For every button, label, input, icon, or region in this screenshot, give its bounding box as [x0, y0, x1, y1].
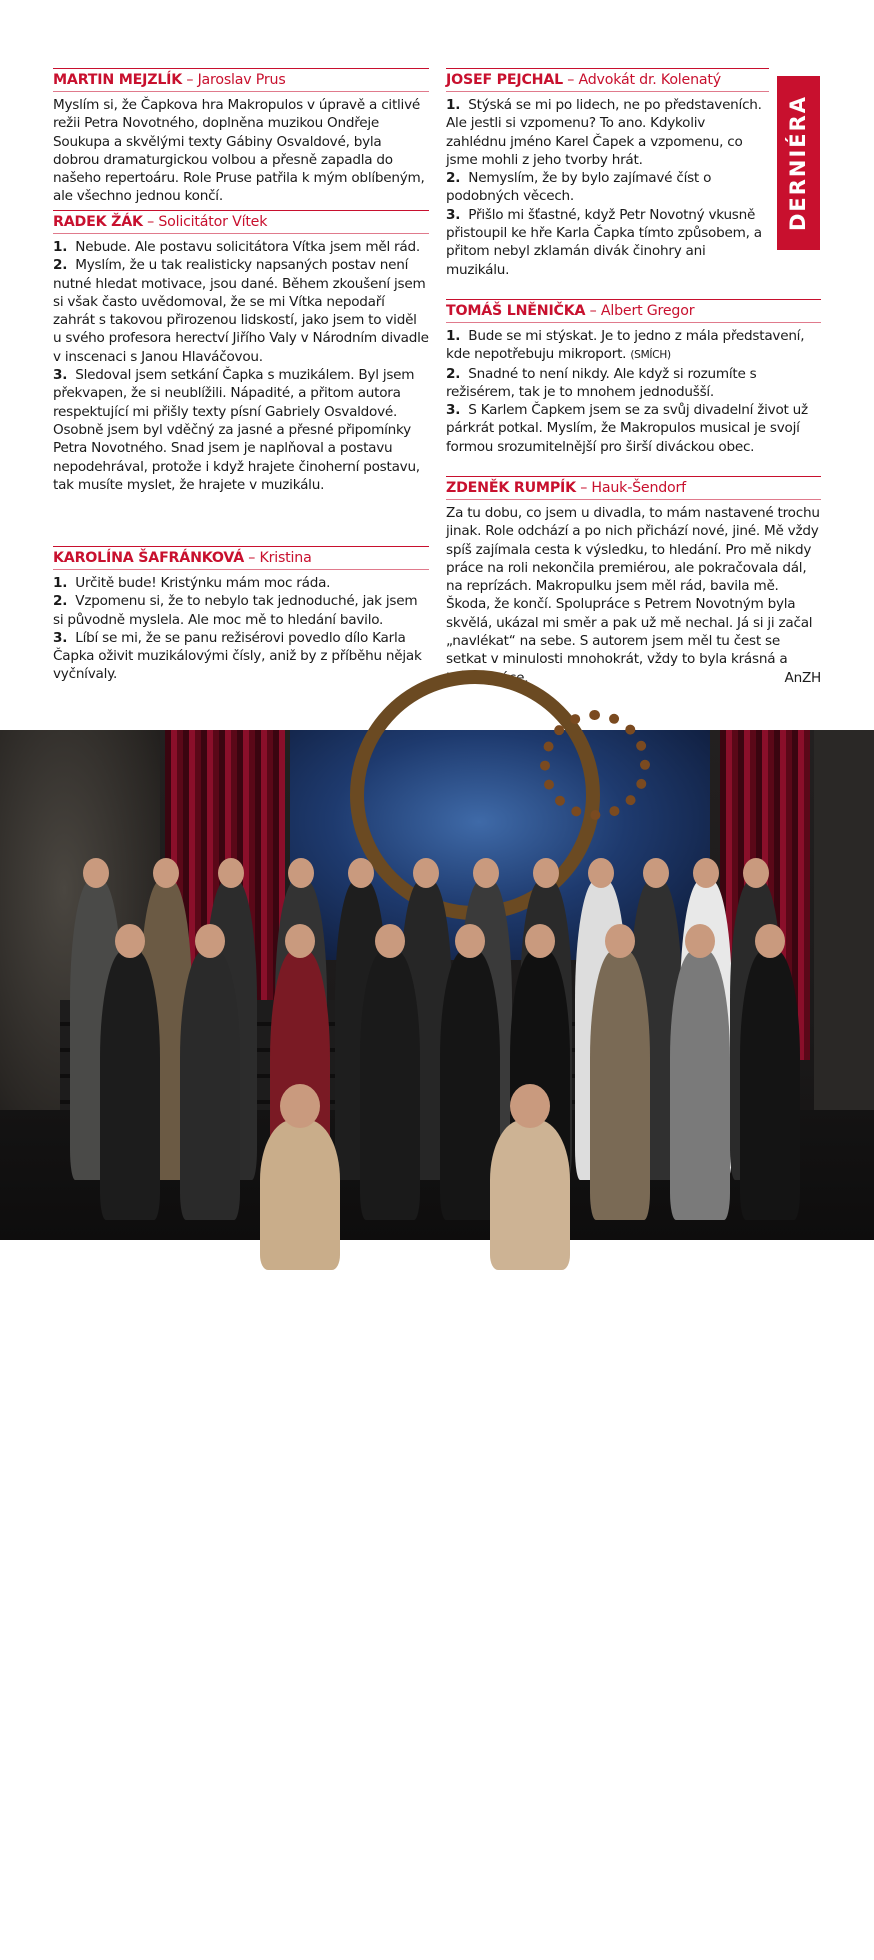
answer-number: 3. [446, 206, 461, 223]
photo-person-head [153, 858, 179, 888]
section-header [446, 476, 821, 500]
answer-text: Sledoval jsem setkání Čapka s muzikálem. Byl jsem překvapen, že si neublížili. Nápadité, a přitom autora respektující mi přišly texty písní Gabriely Osvaldové. Osobně jsem byl vděčný za jasné a přesné připomínky Petra Novotného. Snad jsem je naplňoval a postavu nepodehrával, protože i když hrajete činoherní postavu, tak musíte myslet, že hrajete v muzikálu. [53, 367, 420, 493]
role-name: Kristina [259, 550, 312, 566]
caption-bold: MAKROPULOS MUSICAL [846, 1689, 858, 1835]
answer-text: Snadné to není nikdy. Ale když si rozumíte s režisérem, tak je to mnohem jednodušší. [446, 365, 757, 400]
answer-text: Líbí se mi, že se panu režisérovi povedlo dílo Karla Čapka oživit muzikálovými čísly, aniž by z příběhu nějak vyčnívaly. [53, 629, 422, 683]
section-header [53, 546, 429, 570]
photo-person-head [375, 924, 405, 958]
role-name: Hauk-Šendorf [591, 480, 686, 496]
interview-radek-zak [53, 210, 429, 494]
photo-person-head [83, 858, 109, 888]
actor-name: MARTIN MEJZLÍK [53, 72, 183, 88]
answer-number: 1. [53, 575, 68, 591]
answer-number: 3. [53, 629, 68, 646]
answer-number: 1. [446, 328, 461, 344]
photo-person-head [473, 858, 499, 888]
answer-text: Bude se mi stýskat. Je to jedno z mála představení, kde nepotřebuju mikroport. [446, 328, 805, 363]
answer-number: 2. [446, 365, 461, 382]
answer-list [53, 574, 429, 684]
photo-person [740, 950, 800, 1220]
aside-note: (SMÍCH) [630, 349, 671, 362]
left-column [53, 68, 429, 718]
section-header [53, 68, 429, 92]
answer-number: 1. [53, 239, 68, 255]
answer-text: Přišlo mi šťastné, když Petr Novotný vkusně přistoupil ke hře Karla Čapka tímto způsobem, a přitom nebyl zklamán divák činohry ani muzikálu. [446, 206, 762, 278]
answer-list [53, 238, 429, 494]
photo-person-head [533, 858, 559, 888]
answer-number: 2. [53, 257, 68, 274]
photo-person [180, 950, 240, 1220]
dash: – [186, 72, 194, 88]
dash: – [589, 303, 597, 319]
actor-name: JOSEF PEJCHAL [446, 72, 563, 88]
section-tab-derniera [777, 76, 820, 250]
answer-item [446, 365, 821, 402]
answer-text: Nebude. Ale postavu solicitátora Vítka jsem měl rád. [75, 239, 420, 255]
answer-text: S Karlem Čapkem jsem se za svůj divadelní život už párkrát potkal. Myslím, že Makropulos musical je svojí formou srozumitelnější pro širší diváckou obec. [446, 402, 808, 455]
answer-number: 1. [446, 97, 461, 113]
photo-person-head [605, 924, 635, 958]
role-name: Albert Gregor [600, 303, 695, 319]
photo-person-head [288, 858, 314, 888]
answer-item [446, 169, 769, 206]
photo-person-head [525, 924, 555, 958]
answer-text: Vzpomenu si, že to nebylo tak jednoduché, jak jsem si původně myslela. Ale moc mě to hledání bavilo. [53, 593, 418, 628]
paragraph-text: Za tu dobu, co jsem u divadla, to mám nastavené trochu jinak. Role odchází a po nich přichází nové, jiné. Mě vždy spíš zajímala cesta k výsledku, to hledání. Pro mě nikdy práce na roli nekončila premiérou, ale pokračovala dál, na reprízách. Makropulku jsem měl rád, bavila mě. Škoda, že končí. Spolupráce s Petrem Novotným byla skvělá, ukázal mi směr a pak už mě nechal. Já si ji začal „navlékat“ na sebe. S autorem jsem měl tu čest se setkat v minulosti mnohokrát, vždy to byla krásná a tvůrčí práce. [446, 505, 820, 686]
actor-name: RADEK ŽÁK [53, 214, 143, 230]
photo-crowd [30, 790, 810, 1170]
caption-suffix: , FOTO J. SEJKORA [846, 1591, 858, 1690]
answer-text [53, 96, 429, 206]
section-header [446, 299, 821, 323]
answer-number: 3. [446, 402, 461, 419]
author-signature: AnZH [784, 669, 821, 686]
photo-person-head [348, 858, 374, 888]
role-name: Solicitátor Vítek [158, 214, 268, 230]
actor-name: KAROLÍNA ŠAFRÁNKOVÁ [53, 550, 244, 566]
answer-text: Nemyslím, že by bylo zajímavé číst o podobných věcech. [446, 170, 712, 205]
answer-number: 2. [53, 593, 68, 610]
right-column [446, 68, 821, 718]
photo-person-head [218, 858, 244, 888]
section-header [53, 210, 429, 234]
answer-text [446, 504, 821, 687]
photo-person-head [643, 858, 669, 888]
interview-tomas-lnenicka [446, 299, 821, 456]
section-header [446, 68, 769, 92]
dash: – [248, 550, 256, 566]
photo-person-head [755, 924, 785, 958]
answer-item [446, 206, 769, 279]
photo-caption [846, 1591, 858, 1960]
answer-item [53, 592, 429, 629]
photo-wall-right [814, 730, 874, 1150]
role-name: Advokát dr. Kolenatý [578, 72, 721, 88]
answer-text: Stýská se mi po lidech, ne po představeních. Ale jestli si vzpomenu? To ano. Kdykoliv zahlédnu jméno Karel Čapek a vzpomenu, co jsme mohli z jeho tvorby hrát. [446, 97, 762, 168]
interview-zdenek-rumpik [446, 476, 821, 687]
photo-person [360, 950, 420, 1220]
caption-prefix: CELÝ REALIZAČNÍ TÝM [846, 1834, 858, 1960]
photo-person-head [280, 1084, 320, 1128]
photo-person-head [413, 858, 439, 888]
actor-name: ZDENĚK RUMPÍK [446, 480, 576, 496]
interview-josef-pejchal [446, 68, 769, 279]
photo-person-head [693, 858, 719, 888]
answer-item [446, 401, 821, 456]
cast-group-photo [0, 730, 874, 1960]
photo-person [490, 1120, 570, 1270]
photo-person-head [743, 858, 769, 888]
answer-list [446, 327, 821, 456]
interview-karolina-safrankova [53, 546, 429, 684]
photo-person-head [115, 924, 145, 958]
paragraph: Myslím si, že Čapkova hra Makropulos v úpravě a citlivé režii Petra Novotného, doplněna muzikou Ondřeje Soukupa a skvělými texty Gábiny Osvaldové, byla dobrou dramaturgickou volbou a přesně zapadla do našeho repertoáru. Role Pruse patřila k mým oblíbeným, ale všechno jednou končí. [53, 97, 425, 205]
answer-item [53, 629, 429, 684]
answer-item [53, 574, 429, 592]
photo-person [670, 950, 730, 1220]
answer-text: Myslím, že u tak realisticky napsaných postav není nutné hledat motivace, jsou dané. Během zkoušení jsem si však často uvědomoval, že se mi Vítka nepodaří zahrát s takovou přirozenou lidskostí, jako jsem to viděl u svého profesora herectví Jiřího Valy v Národním divadle v inscenaci s Janou Hlaváčovou. [53, 257, 429, 365]
dash: – [567, 72, 575, 88]
answer-text: Určitě bude! Kristýnku mám moc ráda. [75, 575, 331, 591]
photo-person [260, 1120, 340, 1270]
dash: – [147, 214, 154, 230]
photo-person-head [195, 924, 225, 958]
photo-person [590, 950, 650, 1220]
role-name: Jaroslav Prus [197, 72, 286, 88]
answer-number: 3. [53, 367, 68, 384]
photo-person-head [510, 1084, 550, 1128]
tab-label: DERNIÉRA [786, 94, 811, 232]
photo-person-head [588, 858, 614, 888]
answer-item [53, 366, 429, 494]
answer-item [446, 96, 769, 169]
photo-person [100, 950, 160, 1220]
photo-person-head [285, 924, 315, 958]
answer-list [446, 96, 769, 279]
answer-item [446, 327, 821, 365]
actor-name: TOMÁŠ LNĚNIČKA [446, 303, 586, 319]
answer-item [53, 256, 429, 366]
paragraph [446, 504, 821, 687]
interview-martin-mejzlik [53, 68, 429, 206]
dash: – [580, 480, 588, 496]
photo-person-head [685, 924, 715, 958]
photo-person-head [455, 924, 485, 958]
answer-item [53, 238, 429, 256]
answer-number: 2. [446, 170, 461, 187]
